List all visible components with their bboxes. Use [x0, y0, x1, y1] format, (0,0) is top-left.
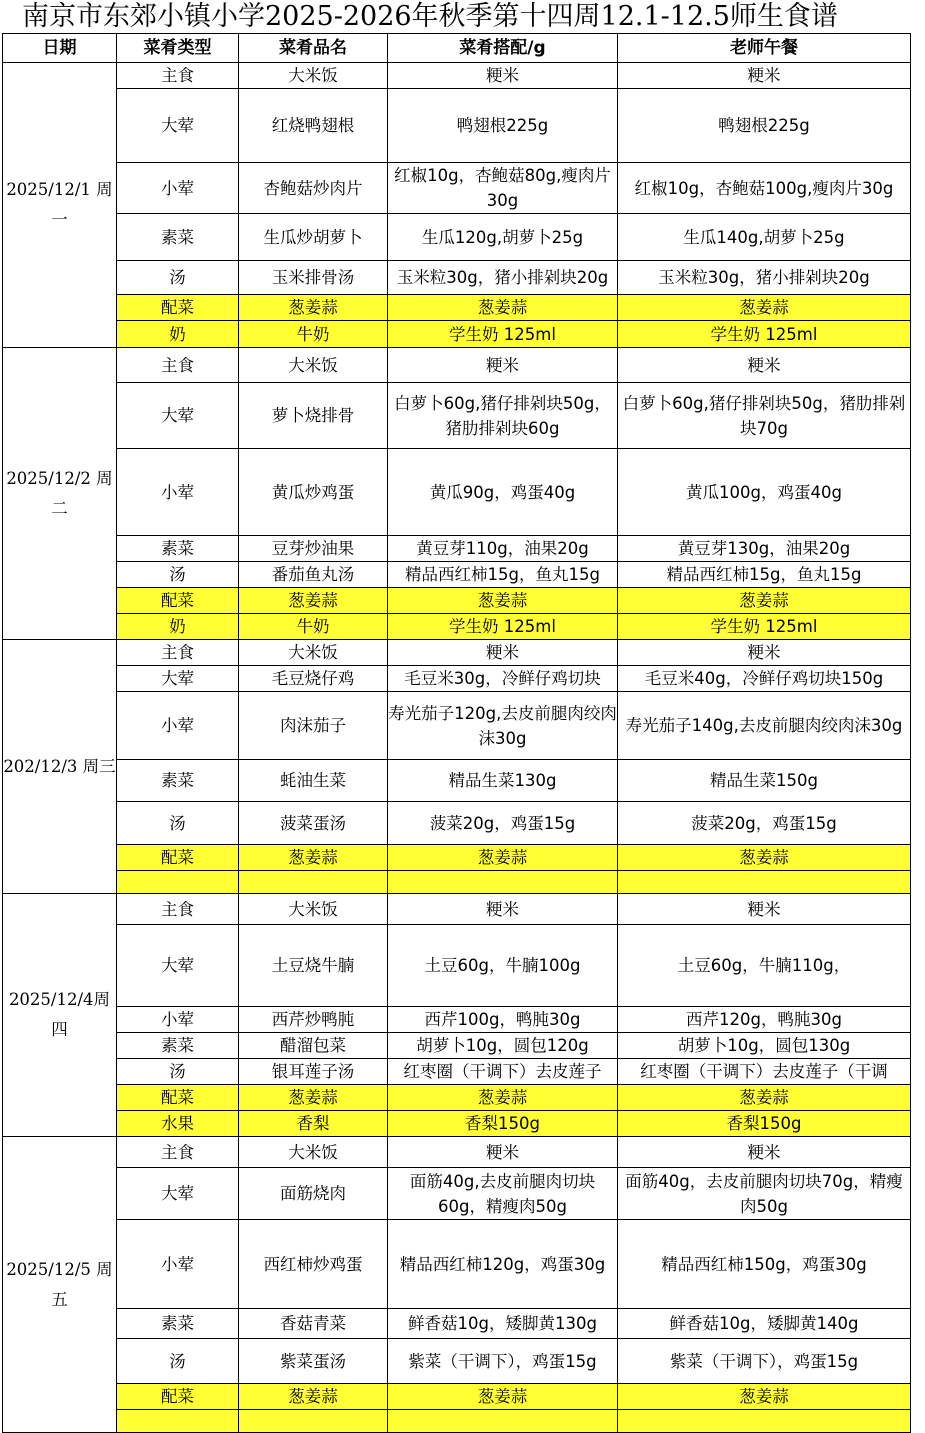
- table-row: [3, 1384, 911, 1410]
- table-row: [3, 588, 911, 614]
- table-row: [3, 845, 911, 871]
- table-row: [3, 925, 911, 1007]
- table-row: [3, 1059, 911, 1085]
- dish-name-cell: 大米饭: [239, 1137, 388, 1168]
- table-row: [3, 1137, 911, 1168]
- dish-name-cell: 面筋烧肉: [239, 1168, 388, 1220]
- dish-type-cell: 配菜: [117, 295, 239, 321]
- header-teacher-lunch: 老师午餐: [618, 34, 911, 63]
- student-portion-cell: 粳米: [388, 63, 618, 89]
- dish-type-cell: 素菜: [117, 214, 239, 261]
- dish-type-cell: 小荤: [117, 1220, 239, 1309]
- dish-name-cell: 大米饭: [239, 640, 388, 666]
- student-portion-cell: 面筋40g,去皮前腿肉切块60g，精瘦肉50g: [388, 1168, 618, 1220]
- table-row: [3, 449, 911, 536]
- teacher-lunch-cell: 学生奶 125ml: [618, 614, 911, 640]
- table-row: [3, 666, 911, 692]
- table-row: [3, 348, 911, 383]
- dish-name-cell: 葱姜蒜: [239, 845, 388, 871]
- teacher-lunch-cell: 学生奶 125ml: [618, 321, 911, 348]
- teacher-lunch-cell: 生瓜140g,胡萝卜25g: [618, 214, 911, 261]
- table-row: [3, 1339, 911, 1384]
- dish-type-cell: 素菜: [117, 760, 239, 802]
- student-portion-cell: 紫菜（干调下），鸡蛋15g: [388, 1339, 618, 1384]
- teacher-lunch-cell: 葱姜蒜: [618, 845, 911, 871]
- student-portion-cell: 菠菜20g，鸡蛋15g: [388, 802, 618, 845]
- teacher-lunch-cell: 红椒10g，杏鲍菇100g,瘦肉片30g: [618, 163, 911, 214]
- dish-name-cell: 生瓜炒胡萝卜: [239, 214, 388, 261]
- dish-name-cell: 豆芽炒油果: [239, 536, 388, 562]
- header-date: 日期: [3, 34, 117, 63]
- header-student-portion: 菜肴搭配/g: [388, 34, 618, 63]
- teacher-lunch-cell: 黄瓜100g，鸡蛋40g: [618, 449, 911, 536]
- dish-type-cell: 配菜: [117, 1085, 239, 1111]
- dish-name-cell: 红烧鸭翅根: [239, 89, 388, 163]
- dish-type-cell: 汤: [117, 1059, 239, 1085]
- table-row: [3, 1033, 911, 1059]
- dish-name-cell: 牛奶: [239, 614, 388, 640]
- teacher-lunch-cell: 精品生菜150g: [618, 760, 911, 802]
- day-date-cell: 2025/12/1 周一: [3, 63, 117, 348]
- dish-name-cell: 肉沫茄子: [239, 692, 388, 760]
- student-portion-cell: [388, 1410, 618, 1433]
- dish-type-cell: 主食: [117, 640, 239, 666]
- student-portion-cell: 葱姜蒜: [388, 1384, 618, 1410]
- dish-type-cell: 素菜: [117, 1033, 239, 1059]
- dish-type-cell: 配菜: [117, 845, 239, 871]
- table-row: [3, 214, 911, 261]
- header-dish-name: 菜肴品名: [239, 34, 388, 63]
- dish-type-cell: 大荤: [117, 666, 239, 692]
- teacher-lunch-cell: 鸭翅根225g: [618, 89, 911, 163]
- student-portion-cell: 香梨150g: [388, 1111, 618, 1137]
- student-portion-cell: 粳米: [388, 348, 618, 383]
- teacher-lunch-cell: 葱姜蒜: [618, 588, 911, 614]
- student-portion-cell: 学生奶 125ml: [388, 321, 618, 348]
- dish-name-cell: 葱姜蒜: [239, 295, 388, 321]
- dish-name-cell: 玉米排骨汤: [239, 261, 388, 295]
- dish-name-cell: 香菇青菜: [239, 1309, 388, 1339]
- dish-name-cell: 蚝油生菜: [239, 760, 388, 802]
- teacher-lunch-cell: 葱姜蒜: [618, 1085, 911, 1111]
- dish-name-cell: 菠菜蛋汤: [239, 802, 388, 845]
- dish-name-cell: 黄瓜炒鸡蛋: [239, 449, 388, 536]
- dish-type-cell: 汤: [117, 1339, 239, 1384]
- teacher-lunch-cell: 粳米: [618, 894, 911, 925]
- dish-type-cell: 配菜: [117, 588, 239, 614]
- teacher-lunch-cell: 胡萝卜10g，圆包130g: [618, 1033, 911, 1059]
- student-portion-cell: 玉米粒30g，猪小排剁块20g: [388, 261, 618, 295]
- page-title: 南京市东郊小镇小学2025-2026年秋季第十四周12.1-12.5师生食谱: [22, 1, 838, 32]
- teacher-lunch-cell: 面筋40g，去皮前腿肉切块70g，精瘦肉50g: [618, 1168, 911, 1220]
- teacher-lunch-cell: 土豆60g，牛腩110g，: [618, 925, 911, 1007]
- teacher-lunch-cell: 白萝卜60g,猪仔排剁块50g，猪肋排剁块70g: [618, 383, 911, 449]
- teacher-lunch-cell: 葱姜蒜: [618, 1384, 911, 1410]
- table-row: [3, 562, 911, 588]
- dish-name-cell: 香梨: [239, 1111, 388, 1137]
- table-row: [3, 321, 911, 348]
- header-dish-type: 菜肴类型: [117, 34, 239, 63]
- student-portion-cell: 黄豆芽110g，油果20g: [388, 536, 618, 562]
- table-row: [3, 163, 911, 214]
- student-portion-cell: 精品生菜130g: [388, 760, 618, 802]
- table-row: [3, 692, 911, 760]
- day-date-cell: 2025/12/5 周五: [3, 1137, 117, 1433]
- student-portion-cell: 葱姜蒜: [388, 845, 618, 871]
- teacher-lunch-cell: 粳米: [618, 63, 911, 89]
- student-portion-cell: 生瓜120g,胡萝卜25g: [388, 214, 618, 261]
- dish-name-cell: 银耳莲子汤: [239, 1059, 388, 1085]
- dish-name-cell: 杏鲍菇炒肉片: [239, 163, 388, 214]
- teacher-lunch-cell: 粳米: [618, 640, 911, 666]
- dish-type-cell: 小荤: [117, 692, 239, 760]
- student-portion-cell: 毛豆米30g，冷鲜仔鸡切块: [388, 666, 618, 692]
- dish-name-cell: 西芹炒鸭肫: [239, 1007, 388, 1033]
- dish-type-cell: 配菜: [117, 1384, 239, 1410]
- dish-name-cell: [239, 871, 388, 894]
- teacher-lunch-cell: 精品西红柿150g，鸡蛋30g: [618, 1220, 911, 1309]
- table-row: [3, 295, 911, 321]
- student-portion-cell: 黄瓜90g，鸡蛋40g: [388, 449, 618, 536]
- teacher-lunch-cell: 寿光茄子140g,去皮前腿肉绞肉沫30g: [618, 692, 911, 760]
- student-portion-cell: 鲜香菇10g，矮脚黄130g: [388, 1309, 618, 1339]
- table-row: [3, 1111, 911, 1137]
- table-row: [3, 261, 911, 295]
- student-portion-cell: 红椒10g，杏鲍菇80g,瘦肉片30g: [388, 163, 618, 214]
- day-date-cell: 202/12/3 周三: [3, 640, 117, 894]
- teacher-lunch-cell: 精品西红柿15g，鱼丸15g: [618, 562, 911, 588]
- dish-type-cell: 汤: [117, 562, 239, 588]
- dish-name-cell: 萝卜烧排骨: [239, 383, 388, 449]
- table-row: [3, 536, 911, 562]
- student-portion-cell: 精品西红柿120g，鸡蛋30g: [388, 1220, 618, 1309]
- student-portion-cell: 葱姜蒜: [388, 1085, 618, 1111]
- dish-name-cell: 土豆烧牛腩: [239, 925, 388, 1007]
- table-row: [3, 1085, 911, 1111]
- dish-type-cell: 大荤: [117, 925, 239, 1007]
- dish-type-cell: 素菜: [117, 536, 239, 562]
- dish-type-cell: 主食: [117, 894, 239, 925]
- student-portion-cell: 鸭翅根225g: [388, 89, 618, 163]
- table-row: [3, 1007, 911, 1033]
- student-portion-cell: 白萝卜60g,猪仔排剁块50g，猪肋排剁块60g: [388, 383, 618, 449]
- table-row: [3, 871, 911, 894]
- dish-type-cell: 汤: [117, 802, 239, 845]
- dish-type-cell: 主食: [117, 63, 239, 89]
- teacher-lunch-cell: 鲜香菇10g，矮脚黄140g: [618, 1309, 911, 1339]
- table-row: [3, 1309, 911, 1339]
- table-row: [3, 802, 911, 845]
- teacher-lunch-cell: 玉米粒30g，猪小排剁块20g: [618, 261, 911, 295]
- table-row: [3, 1410, 911, 1433]
- dish-name-cell: 大米饭: [239, 894, 388, 925]
- student-portion-cell: 葱姜蒜: [388, 588, 618, 614]
- teacher-lunch-cell: 香梨150g: [618, 1111, 911, 1137]
- teacher-lunch-cell: 西芹120g，鸭肫30g: [618, 1007, 911, 1033]
- dish-type-cell: 小荤: [117, 1007, 239, 1033]
- table-row: [3, 63, 911, 89]
- dish-type-cell: 大荤: [117, 89, 239, 163]
- dish-type-cell: 小荤: [117, 163, 239, 214]
- dish-name-cell: [239, 1410, 388, 1433]
- dish-name-cell: 紫菜蛋汤: [239, 1339, 388, 1384]
- dish-type-cell: 素菜: [117, 1309, 239, 1339]
- student-portion-cell: 寿光茄子120g,去皮前腿肉绞肉沫30g: [388, 692, 618, 760]
- dish-type-cell: 奶: [117, 321, 239, 348]
- dish-name-cell: 毛豆烧仔鸡: [239, 666, 388, 692]
- table-row: [3, 614, 911, 640]
- teacher-lunch-cell: 粳米: [618, 348, 911, 383]
- student-portion-cell: 粳米: [388, 640, 618, 666]
- student-portion-cell: [388, 871, 618, 894]
- teacher-lunch-cell: [618, 871, 911, 894]
- student-portion-cell: 粳米: [388, 1137, 618, 1168]
- menu-body: [3, 63, 911, 1433]
- student-portion-cell: 土豆60g，牛腩100g: [388, 925, 618, 1007]
- student-portion-cell: 胡萝卜10g，圆包120g: [388, 1033, 618, 1059]
- dish-type-cell: 水果: [117, 1111, 239, 1137]
- teacher-lunch-cell: 菠菜20g，鸡蛋15g: [618, 802, 911, 845]
- header-row: [3, 34, 911, 63]
- dish-type-cell: 奶: [117, 614, 239, 640]
- dish-type-cell: [117, 1410, 239, 1433]
- student-portion-cell: 红枣圈（干调下）去皮莲子: [388, 1059, 618, 1085]
- dish-type-cell: 大荤: [117, 1168, 239, 1220]
- dish-name-cell: 葱姜蒜: [239, 588, 388, 614]
- dish-type-cell: 小荤: [117, 449, 239, 536]
- dish-name-cell: 牛奶: [239, 321, 388, 348]
- student-portion-cell: 葱姜蒜: [388, 295, 618, 321]
- teacher-lunch-cell: 毛豆米40g，冷鲜仔鸡切块150g: [618, 666, 911, 692]
- table-row: [3, 640, 911, 666]
- table-row: [3, 89, 911, 163]
- menu-table: [2, 33, 911, 1433]
- dish-name-cell: 大米饭: [239, 348, 388, 383]
- day-date-cell: 2025/12/2 周二: [3, 348, 117, 640]
- dish-name-cell: 葱姜蒜: [239, 1384, 388, 1410]
- teacher-lunch-cell: 粳米: [618, 1137, 911, 1168]
- teacher-lunch-cell: [618, 1410, 911, 1433]
- teacher-lunch-cell: 葱姜蒜: [618, 295, 911, 321]
- teacher-lunch-cell: 红枣圈（干调下）去皮莲子（干调: [618, 1059, 911, 1085]
- student-portion-cell: 粳米: [388, 894, 618, 925]
- dish-type-cell: 汤: [117, 261, 239, 295]
- dish-type-cell: 大荤: [117, 383, 239, 449]
- dish-type-cell: 主食: [117, 1137, 239, 1168]
- table-row: [3, 760, 911, 802]
- dish-name-cell: 大米饭: [239, 63, 388, 89]
- table-row: [3, 383, 911, 449]
- student-portion-cell: 精品西红柿15g，鱼丸15g: [388, 562, 618, 588]
- dish-name-cell: 番茄鱼丸汤: [239, 562, 388, 588]
- day-date-cell: 2025/12/4周四: [3, 894, 117, 1137]
- teacher-lunch-cell: 紫菜（干调下），鸡蛋15g: [618, 1339, 911, 1384]
- dish-type-cell: 主食: [117, 348, 239, 383]
- dish-name-cell: 西红柿炒鸡蛋: [239, 1220, 388, 1309]
- teacher-lunch-cell: 黄豆芽130g，油果20g: [618, 536, 911, 562]
- table-row: [3, 1220, 911, 1309]
- student-portion-cell: 学生奶 125ml: [388, 614, 618, 640]
- dish-type-cell: [117, 871, 239, 894]
- student-portion-cell: 西芹100g，鸭肫30g: [388, 1007, 618, 1033]
- table-row: [3, 894, 911, 925]
- table-row: [3, 1168, 911, 1220]
- dish-name-cell: 醋溜包菜: [239, 1033, 388, 1059]
- dish-name-cell: 葱姜蒜: [239, 1085, 388, 1111]
